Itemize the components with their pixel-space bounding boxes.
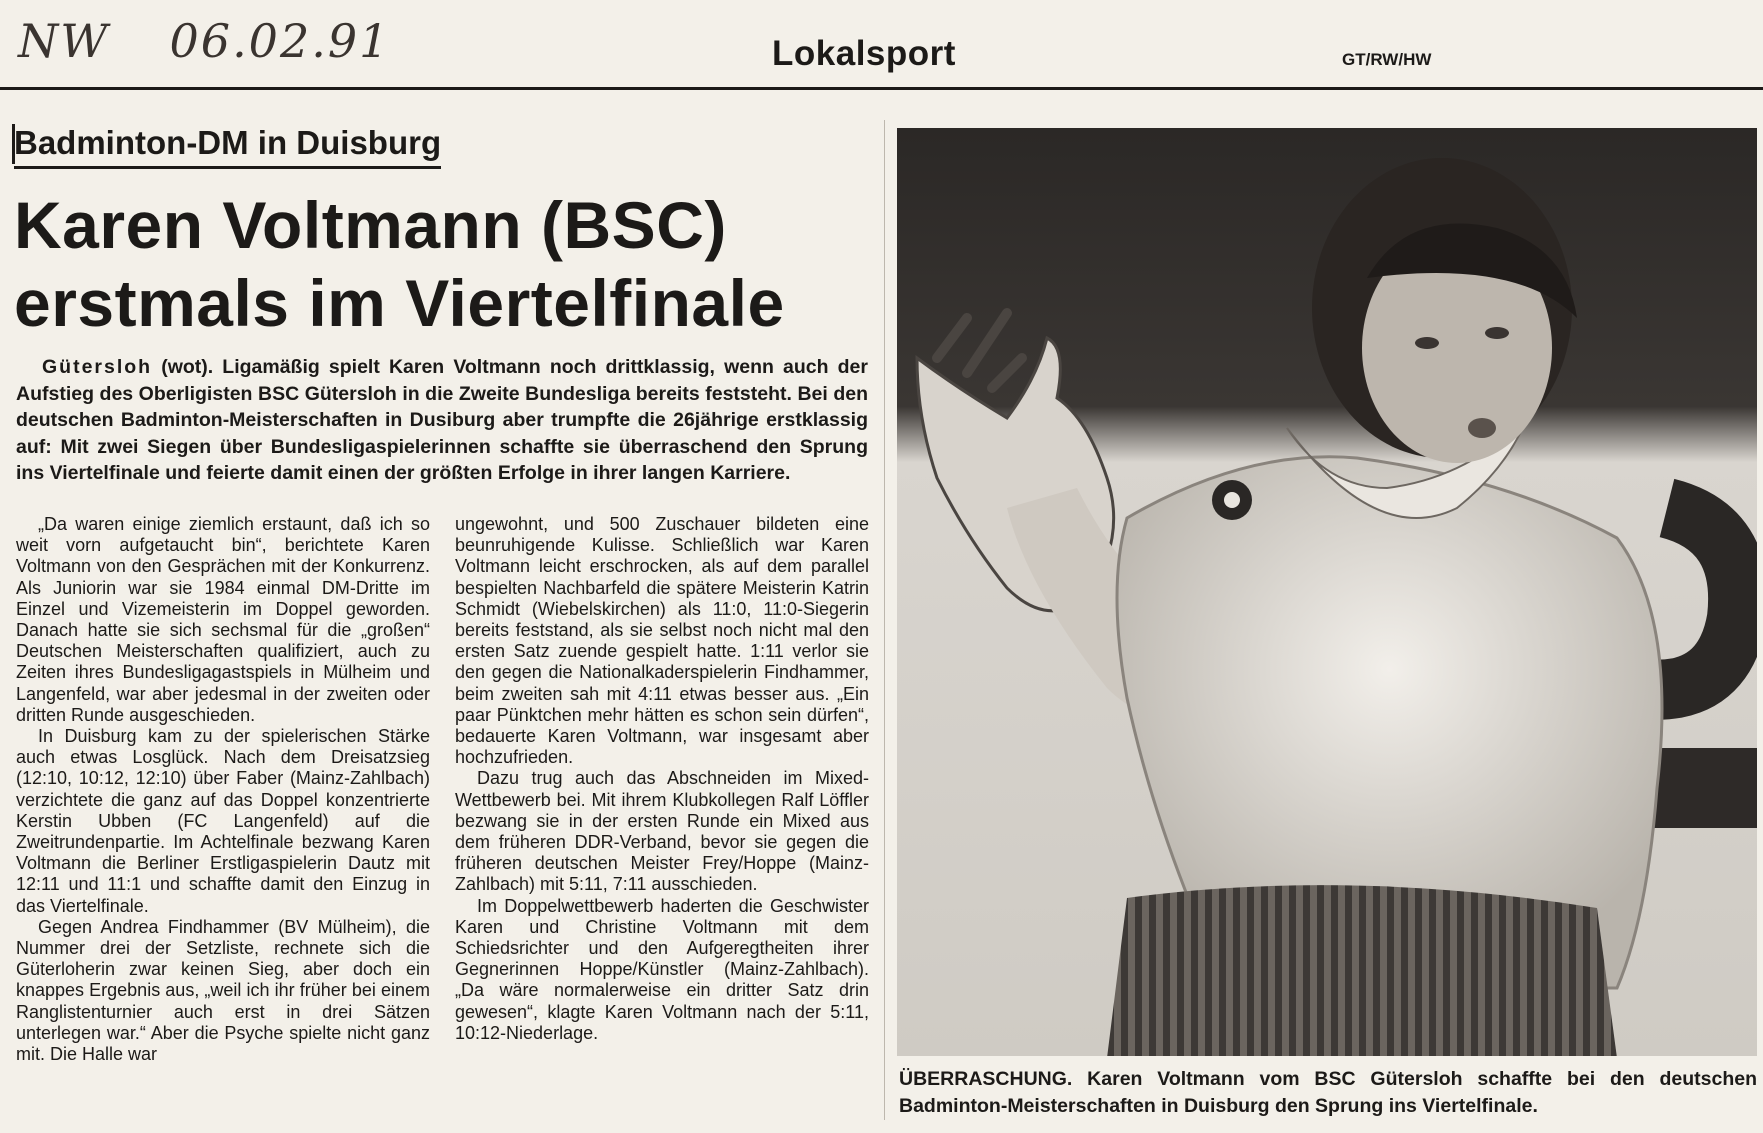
article-lead: [16, 354, 868, 487]
handwritten-note: [18, 14, 390, 68]
paragraph: „Da waren einige ziemlich erstaunt, daß ich so weit vorn aufgetaucht bin“, berichtete Karen Voltmann von den Gesprächen mit der Konkurrenz. Als Juniorin war sie 1984 einmal DM-Dritte im Einzel und Vizemeisterin im Doppel geworden. Danach hatte sie sich sechsmal für die „großen“ Deutschen Meisterschaften qualifiziert, auch zu Zeiten ihres Bundesligagastspiels in Mülheim und Langenfeld, war aber jedesmal in der zweiten oder dritten Runde ausgeschieden.: [16, 514, 430, 725]
paragraph: ungewohnt, und 500 Zuschauer bildeten eine beunruhigende Kulisse. Schließlich war Karen Voltmann leicht erschrocken, als auf dem parallel bespielten Nachbarfeld die spätere Meisterin Katrin Schmidt (Wiebelskirchen) als 11:0, 11:0-Siegerin bereits feststand, als sie selbst noch nicht mal den ersten Satz zuende gespielt hatte. 1:11 verlor sie den gegen die Nationalkaderspielerin Findhammer, beim zweiten sah mit 4:11 etwas besser aus. „Ein paar Pünktchen mehr hätten es schon sein dürfen“, bedauerte Karen Voltmann, war insgesamt aber hochzufrieden.: [455, 514, 869, 768]
paragraph: Gegen Andrea Findhammer (BV Mülheim), die Nummer drei der Setzliste, rechnete sich die Güterloherin zwar keinen Sieg, aber doch ein knappes Ergebnis aus, „weil ich ihr früher bei einem Ranglistenturnier auch erst in drei Sätzen unterlegen war.“ Aber die Psyche spielte nicht ganz mit. Die Halle war: [16, 916, 430, 1065]
handwritten-date: 06.02.91: [169, 14, 391, 68]
edition-codes: GT/RW/HW: [1342, 50, 1432, 69]
article-headline: [14, 186, 884, 342]
headline-line-2: erstmals im Viertelfinale: [14, 266, 785, 340]
article-photo: [897, 128, 1757, 1056]
header-rule: [0, 87, 1763, 90]
paragraph: Dazu trug auch das Abschneiden im Mixed-Wettbewerb bei. Mit ihrem Klubkollegen Ralf Löffler bezwang sie in der ersten Runde ein Mixed aus dem früheren DDR-Verband, bevor sie gegen die früheren deutschen Meister Frey/Hoppe (Mainz-Zahlbach) mit 5:11, 7:11 ausschieden.: [455, 768, 869, 895]
column-divider: [884, 120, 885, 1120]
headline-line-1: Karen Voltmann (BSC): [14, 188, 727, 262]
article-column-1: [16, 514, 430, 1065]
player-photo-illustration: [897, 128, 1757, 1056]
lead-dateline: Gütersloh: [42, 356, 153, 378]
handwritten-source: NW: [18, 14, 110, 68]
paragraph: In Duisburg kam zu der spielerischen Stärke auch etwas Losglück. Nach dem Dreisatzsieg (12:10, 10:12, 12:10) über Faber (Mainz-Zahlbach) verzichtete die ganz auf das Doppel konzentrierte Kerstin Ubben (FC Langenfeld) auf die Zweitrundenpartie. Im Achtelfinale bezwang Karen Voltmann die Berliner Erstligaspielerin Dautz mit 12:11 und 11:1 und schaffte damit den Einzug in das Viertelfinale.: [16, 726, 430, 916]
paragraph: Im Doppelwettbewerb haderten die Geschwister Karen und Christine Voltmann mit dem Schiedsrichter und den Aufgeregtheiten ihrer Gegnerinnen Hoppe/Künstler (Mainz-Zahlbach). „Da wäre normalerweise ein dritter Satz drin gewesen“, klagte Karen Voltmann nach der 5:11, 10:12-Niederlage.: [455, 895, 869, 1043]
article-column-2: [455, 514, 869, 1044]
lead-text: (wot). Ligamäßig spielt Karen Voltmann noch drittklassig, wenn auch der Aufstieg des Oberligisten BSC Gütersloh in die Zweite Bundesliga bereits feststeht. Bei den deutschen Badminton-Meisterschaften in Dusiburg aber trumpfte die 26jährige erstklassig auf: Mit zwei Siegen über Bundesligaspielerinnen schaffte sie überraschend den Sprung ins Viertelfinale und feierte damit einen der größten Erfolge in ihrer langen Karriere.: [16, 356, 868, 484]
section-title: Lokalsport: [772, 34, 956, 73]
article-kicker: Badminton-DM in Duisburg: [14, 124, 441, 169]
photo-caption: ÜBERRASCHUNG. Karen Voltmann vom BSC Gütersloh schaffte bei den deutschen Badminton-Meisterschaften in Duisburg den Sprung ins Viertelfinale.: [899, 1068, 1757, 1117]
